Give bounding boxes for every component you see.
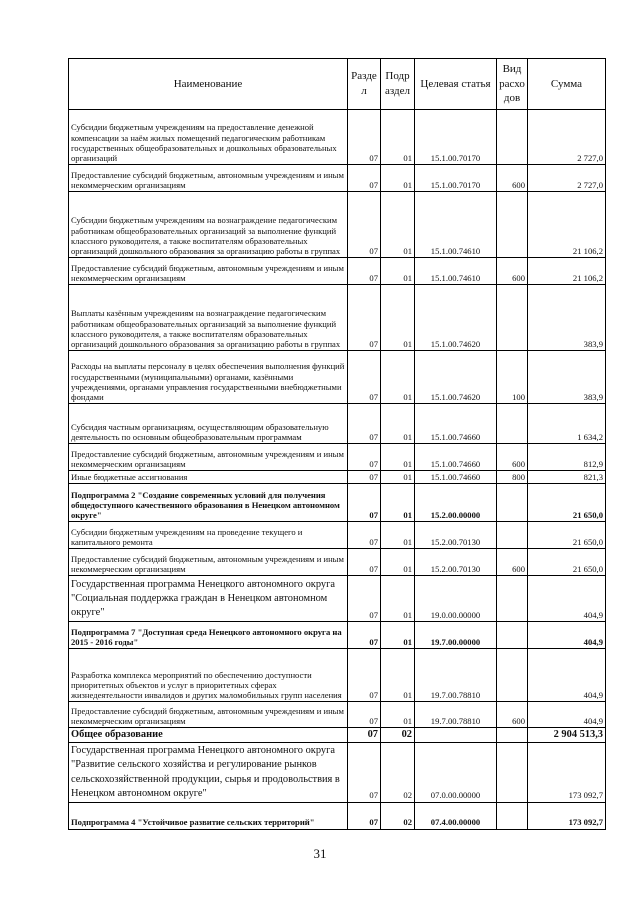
row-sum: 383,9 — [528, 285, 606, 351]
table-row — [69, 351, 606, 404]
table-row — [69, 285, 606, 351]
row-target: 19.7.00.00000 — [415, 622, 497, 649]
row-sum: 21 650,0 — [528, 549, 606, 576]
table-row — [69, 649, 606, 702]
row-target: 15.1.00.70170 — [415, 110, 497, 165]
header-section: Разде л — [348, 59, 381, 110]
row-expense-type: 100 — [497, 351, 528, 404]
row-expense-type: 600 — [497, 258, 528, 285]
row-expense-type: 600 — [497, 549, 528, 576]
row-expense-type: 600 — [497, 702, 528, 728]
table-row — [69, 258, 606, 285]
row-section: 07 — [348, 351, 381, 404]
row-subsection: 02 — [381, 802, 415, 829]
row-name: Общее образование — [69, 728, 348, 743]
row-sum: 2 727,0 — [528, 110, 606, 165]
row-target: 15.1.00.74660 — [415, 444, 497, 471]
row-section: 07 — [348, 743, 381, 802]
row-expense-type — [497, 484, 528, 522]
row-section: 07 — [348, 622, 381, 649]
row-subsection: 01 — [381, 351, 415, 404]
row-sum: 21 106,2 — [528, 192, 606, 258]
row-subsection: 01 — [381, 484, 415, 522]
table-row — [69, 802, 606, 829]
row-section: 07 — [348, 444, 381, 471]
row-name: Иные бюджетные ассигнования — [69, 471, 348, 484]
row-expense-type — [497, 728, 528, 743]
table-row — [69, 549, 606, 576]
table-header-row — [69, 59, 606, 110]
row-target: 15.1.00.74660 — [415, 471, 497, 484]
table-row — [69, 110, 606, 165]
row-name: Расходы на выплаты персоналу в целях обеспечения выполнения функций государственными (муниципальными) органами, казёнными учреждениями, органами управления государственными внебюджетными фондами — [69, 351, 348, 404]
row-target: 15.2.00.70130 — [415, 522, 497, 549]
row-section: 07 — [348, 522, 381, 549]
row-section: 07 — [348, 285, 381, 351]
header-target: Целевая статья — [415, 59, 497, 110]
row-name: Предоставление субсидий бюджетным, автономным учреждениям и иным некоммерческим организациям — [69, 702, 348, 728]
row-subsection: 01 — [381, 576, 415, 622]
row-section: 07 — [348, 728, 381, 743]
row-name: Субсидия частным организациям, осуществляющим образовательную деятельность по основным общеобразовательным программам — [69, 404, 348, 444]
row-section: 07 — [348, 258, 381, 285]
row-name: Разработка комплекса мероприятий по обеспечению доступности приоритетных объектов и услуг в приоритетных сферах жизнедеятельности инвалидов и других маломобильных групп населения — [69, 649, 348, 702]
header-expense-type: Вид расхо дов — [497, 59, 528, 110]
table-row — [69, 622, 606, 649]
row-target: 15.1.00.70170 — [415, 165, 497, 192]
row-section: 07 — [348, 576, 381, 622]
row-expense-type — [497, 802, 528, 829]
row-subsection: 02 — [381, 728, 415, 743]
row-sum: 404,9 — [528, 702, 606, 728]
row-name: Подпрограмма 7 "Доступная среда Ненецкого автономного округа на 2015 - 2016 годы" — [69, 622, 348, 649]
row-name: Субсидии бюджетным учреждениям на вознаграждение педагогическим работникам общеобразовательных организаций за выполнение функций классного руководителя, а также воспитателям образовательных организаций дошкольного образования за организацию работы в группах — [69, 192, 348, 258]
row-expense-type — [497, 622, 528, 649]
table-row — [69, 165, 606, 192]
budget-table — [68, 58, 606, 830]
row-subsection: 01 — [381, 404, 415, 444]
row-section: 07 — [348, 649, 381, 702]
row-sum: 821,3 — [528, 471, 606, 484]
row-expense-type: 600 — [497, 444, 528, 471]
row-section: 07 — [348, 802, 381, 829]
row-target: 07.4.00.00000 — [415, 802, 497, 829]
table-row — [69, 444, 606, 471]
row-expense-type — [497, 110, 528, 165]
row-target: 15.1.00.74620 — [415, 351, 497, 404]
row-subsection: 01 — [381, 522, 415, 549]
row-target: 15.1.00.74610 — [415, 258, 497, 285]
row-sum: 21 650,0 — [528, 484, 606, 522]
row-expense-type — [497, 649, 528, 702]
row-subsection: 01 — [381, 649, 415, 702]
row-expense-type: 600 — [497, 165, 528, 192]
row-subsection: 01 — [381, 258, 415, 285]
row-expense-type — [497, 743, 528, 802]
row-target: 15.2.00.70130 — [415, 549, 497, 576]
row-sum: 21 650,0 — [528, 522, 606, 549]
row-name: Предоставление субсидий бюджетным, автономным учреждениям и иным некоммерческим организациям — [69, 444, 348, 471]
row-target — [415, 728, 497, 743]
row-section: 07 — [348, 192, 381, 258]
table-row — [69, 702, 606, 728]
row-sum: 383,9 — [528, 351, 606, 404]
row-sum: 2 904 513,3 — [528, 728, 606, 743]
row-sum: 173 092,7 — [528, 743, 606, 802]
row-sum: 1 634,2 — [528, 404, 606, 444]
row-name: Подпрограмма 2 "Создание современных условий для получения общедоступного качественного образования в Ненецком автономном округе" — [69, 484, 348, 522]
row-subsection: 01 — [381, 702, 415, 728]
row-target: 15.1.00.74660 — [415, 404, 497, 444]
row-subsection: 02 — [381, 743, 415, 802]
row-name: Предоставление субсидий бюджетным, автономным учреждениям и иным некоммерческим организациям — [69, 549, 348, 576]
row-section: 07 — [348, 702, 381, 728]
row-section: 07 — [348, 549, 381, 576]
row-name: Подпрограмма 4 "Устойчивое развитие сельских территорий" — [69, 802, 348, 829]
row-expense-type — [497, 192, 528, 258]
row-subsection: 01 — [381, 192, 415, 258]
row-subsection: 01 — [381, 110, 415, 165]
table-row — [69, 522, 606, 549]
row-sum: 173 092,7 — [528, 802, 606, 829]
row-name: Выплаты казённым учреждениям на вознаграждение педагогическим работникам общеобразовательных организаций за выполнение функций классного руководителя, а также воспитателям образовательных организаций дошкольного образования за организацию работы в группах — [69, 285, 348, 351]
row-target: 15.1.00.74620 — [415, 285, 497, 351]
row-section: 07 — [348, 165, 381, 192]
row-sum: 812,9 — [528, 444, 606, 471]
table-row — [69, 576, 606, 622]
table-row — [69, 484, 606, 522]
row-expense-type — [497, 285, 528, 351]
row-target: 07.0.00.00000 — [415, 743, 497, 802]
page-number: 31 — [313, 846, 327, 861]
row-sum: 21 106,2 — [528, 258, 606, 285]
table-row — [69, 471, 606, 484]
row-section: 07 — [348, 484, 381, 522]
row-subsection: 01 — [381, 622, 415, 649]
row-name: Предоставление субсидий бюджетным, автономным учреждениям и иным некоммерческим организациям — [69, 165, 348, 192]
header-sum: Сумма — [528, 59, 606, 110]
row-subsection: 01 — [381, 444, 415, 471]
row-name: Субсидии бюджетным учреждениям на проведение текущего и капитального ремонта — [69, 522, 348, 549]
row-subsection: 01 — [381, 549, 415, 576]
table-row — [69, 404, 606, 444]
row-expense-type — [497, 576, 528, 622]
row-section: 07 — [348, 471, 381, 484]
table-row — [69, 743, 606, 802]
row-target: 19.7.00.78810 — [415, 702, 497, 728]
header-name: Наименование — [69, 59, 348, 110]
header-subsection: Подр аздел — [381, 59, 415, 110]
row-target: 19.0.00.00000 — [415, 576, 497, 622]
row-name: Предоставление субсидий бюджетным, автономным учреждениям и иным некоммерческим организациям — [69, 258, 348, 285]
table-row — [69, 728, 606, 743]
row-target: 15.2.00.00000 — [415, 484, 497, 522]
row-subsection: 01 — [381, 285, 415, 351]
row-subsection: 01 — [381, 165, 415, 192]
row-sum: 2 727,0 — [528, 165, 606, 192]
row-target: 19.7.00.78810 — [415, 649, 497, 702]
row-name: Государственная программа Ненецкого автономного округа "Социальная поддержка граждан в Ненецком автономном округе" — [69, 576, 348, 622]
row-expense-type: 800 — [497, 471, 528, 484]
row-name: Субсидии бюджетным учреждениям на предоставление денежной компенсации за наём жилых помещений педагогическим работникам государственных общеобразовательных и дошкольных образовательных организаций — [69, 110, 348, 165]
row-section: 07 — [348, 110, 381, 165]
table-row — [69, 192, 606, 258]
row-target: 15.1.00.74610 — [415, 192, 497, 258]
row-name: Государственная программа Ненецкого автономного округа "Развитие сельского хозяйства и регулирование рынков сельскохозяйственной продукции, сырья и продовольствия в Ненецком автономном округе" — [69, 743, 348, 802]
row-sum: 404,9 — [528, 649, 606, 702]
row-sum: 404,9 — [528, 576, 606, 622]
row-expense-type — [497, 522, 528, 549]
row-section: 07 — [348, 404, 381, 444]
row-expense-type — [497, 404, 528, 444]
row-subsection: 01 — [381, 471, 415, 484]
row-sum: 404,9 — [528, 622, 606, 649]
